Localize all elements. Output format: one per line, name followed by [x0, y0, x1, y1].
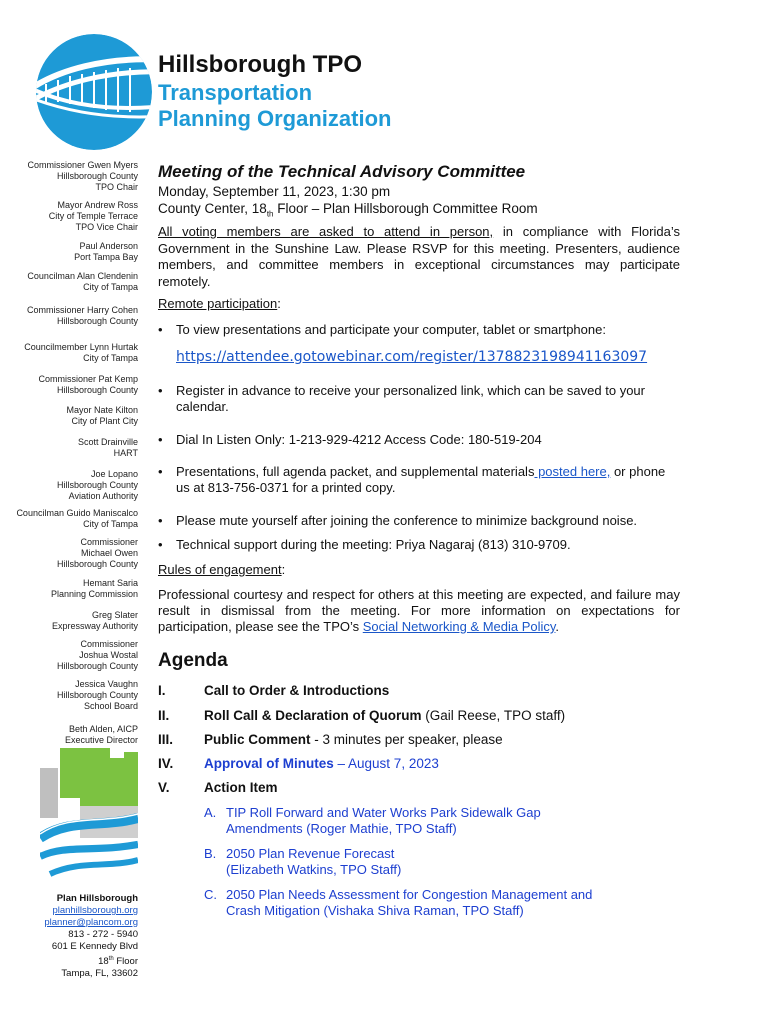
board-member: Commissioner Pat Kemp Hillsborough County — [38, 374, 138, 395]
voting-notice: All voting members are asked to attend in person, in compliance with Florida’s Government in the Sunshine Law. Please RSVP for this meeting. Presenters, audience members, and committee members in exceptional circumstances may participate remotely. — [158, 224, 680, 289]
board-member: Joe Lopano Hillsborough County Aviation Authority — [56, 469, 138, 501]
bullet-icon: • — [158, 432, 163, 447]
board-member: Greg Slater Expressway Authority — [51, 610, 138, 631]
board-member: Scott Drainville HART — [77, 437, 138, 458]
logo-title-line1: Hillsborough TPO — [158, 51, 362, 78]
address-floor: 18th Floor — [98, 956, 138, 968]
board-member: Commissioner Gwen Myers Hillsborough County TPO Chair — [27, 160, 138, 192]
meeting-date: Monday, September 11, 2023, 1:30 pm — [158, 184, 391, 199]
tpo-logo — [36, 34, 152, 150]
sidebar-map-graphic — [40, 748, 138, 882]
board-member: Mayor Nate Kilton City of Plant City — [66, 405, 138, 426]
board-member: Jessica Vaughn Hillsborough County School Board — [56, 679, 138, 711]
address-line1: 601 E Kennedy Blvd — [51, 941, 138, 952]
board-member: Commissioner Harry Cohen Hillsborough County — [26, 305, 138, 326]
bullet-icon: • — [158, 383, 163, 398]
board-member: Beth Alden, AICP Executive Director — [64, 724, 138, 745]
logo-title-line3: Planning Organization — [158, 106, 392, 131]
email-link[interactable]: planner@plancom.org — [44, 917, 138, 928]
rules-heading: Rules of engagement: — [158, 562, 286, 577]
website-link[interactable]: planhillsborough.org — [52, 905, 138, 916]
address-city: Tampa, FL, 33602 — [61, 968, 138, 980]
board-member: Councilman Alan Clendenin City of Tampa — [27, 271, 138, 292]
contact-block — [10, 893, 138, 980]
board-member: Commissioner Michael Owen Hillsborough County — [56, 537, 138, 569]
meeting-title: Meeting of the Technical Advisory Committee — [158, 162, 526, 181]
webinar-link[interactable]: https://attendee.gotowebinar.com/register/1378823198941163097 — [176, 349, 648, 365]
phone: 813 - 272 - 5940 — [68, 929, 138, 940]
org-name: Plan Hillsborough — [56, 893, 138, 904]
board-member: Hemant Saria Planning Commission — [50, 578, 138, 599]
rules-paragraph: Professional courtesy and respect for others at this meeting are expected, and failure may result in dismissal from the meeting. For more information on expectations for participation, please see the TPO’s Social Networking & Media Policy. — [158, 587, 680, 634]
remote-heading: Remote participation: — [158, 296, 281, 311]
media-policy-link[interactable]: Social Networking & Media Policy — [362, 619, 556, 634]
bullet-icon: • — [158, 464, 163, 479]
bullet-icon: • — [158, 322, 163, 337]
meeting-location: County Center, $18_{th}$ Floor – Plan Hillsborough Committee Room — [158, 201, 538, 219]
logo-title-line2: Transportation — [158, 80, 313, 105]
board-member: Paul Anderson Port Tampa Bay — [74, 241, 138, 262]
bullet-icon: • — [158, 537, 163, 552]
posted-here-link[interactable]: posted here, — [534, 464, 611, 479]
board-member: Councilmember Lynn Hurtak City of Tampa — [24, 342, 138, 363]
bullet-icon: • — [158, 513, 163, 528]
board-member: Mayor Andrew Ross City of Temple Terrace TPO Vice Chair — [48, 200, 138, 232]
agenda-heading: Agenda — [158, 650, 228, 671]
board-member: Commissioner Joshua Wostal Hillsborough County — [56, 639, 138, 671]
board-member: Councilman Guido Maniscalco City of Tampa — [16, 508, 138, 529]
